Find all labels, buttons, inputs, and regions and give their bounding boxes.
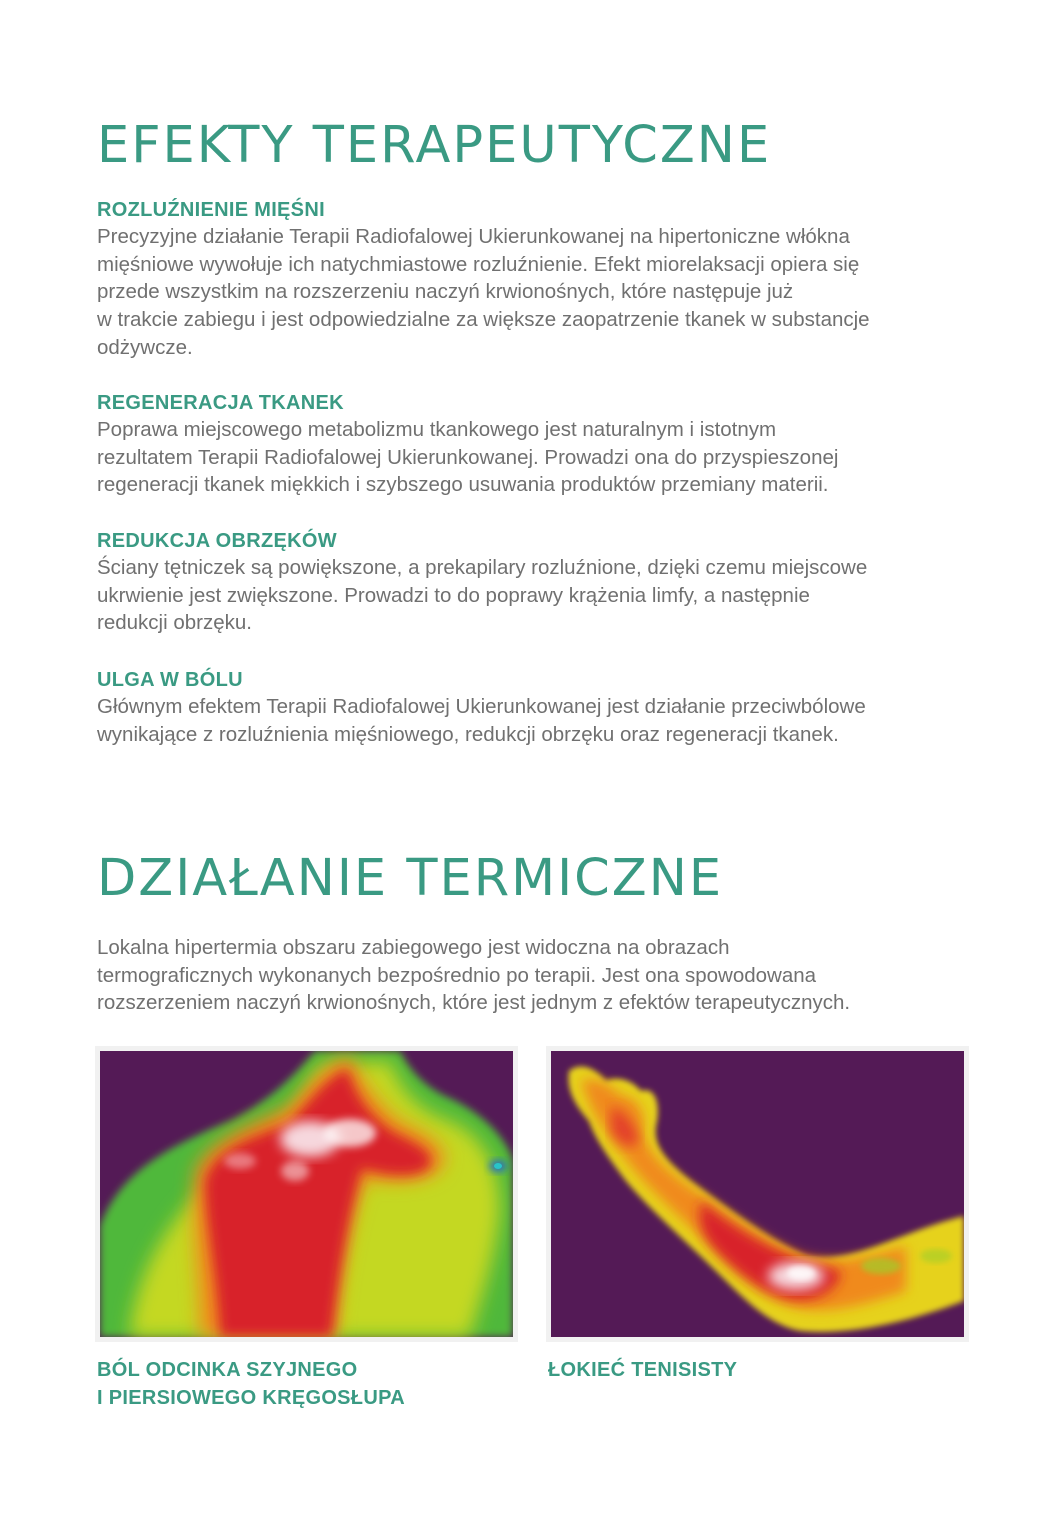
thermal-title: DZIAŁANIE TERMICZNE: [97, 849, 724, 908]
effect-heading: ROZLUŹNIENIE MIĘŚNI: [97, 199, 325, 221]
thermogram-back-caption: BÓL ODCINKA SZYJNEGO I PIERSIOWEGO KRĘGOSŁUPA: [97, 1359, 405, 1409]
thermogram-arm: [546, 1046, 969, 1342]
thermogram-back-icon: [100, 1051, 513, 1337]
thermogram-back: [95, 1046, 518, 1342]
effect-text: Ściany tętniczek są powiększone, a prekapilary rozluźnione, dzięki czemu miejscowe ukrwienie jest zwiększone. Prowadzi to do poprawy krążenia limfy, a następnie redukcji obrzęku.: [97, 556, 868, 635]
effect-heading: REDUKCJA OBRZĘKÓW: [97, 530, 337, 552]
effect-heading: ULGA W BÓLU: [97, 669, 243, 691]
effect-heading: REGENERACJA TKANEK: [97, 392, 344, 414]
thermogram-arm-icon: [551, 1051, 964, 1337]
effect-muscle-relaxation: [97, 197, 1027, 362]
effect-tissue-regeneration: [97, 390, 1027, 499]
thermogram-arm-caption: ŁOKIEĆ TENISISTY: [548, 1359, 738, 1381]
effects-title: EFEKTY TERAPEUTYCZNE: [97, 116, 772, 175]
effect-text: Poprawa miejscowego metabolizmu tkankowego jest naturalnym i istotnym rezultatem Terapii Radiofalowej Ukierunkowanej. Prowadzi ona do przyspieszonej regeneracji tkanek miękkich i szybszego usuwania produktów przemiany materii.: [97, 418, 839, 497]
effect-pain-relief: [97, 667, 1027, 748]
thermal-text: Lokalna hipertermia obszaru zabiegowego jest widoczna na obrazach termograficznych wykonanych bezpośrednio po terapii. Jest ona spowodowana rozszerzeniem naczyń krwionośnych, które jest jednym z efektów terapeutycznych.: [97, 936, 851, 1015]
effect-text: Precyzyjne działanie Terapii Radiofalowej Ukierunkowanej na hipertoniczne włókna mięśniowe wywołuje ich natychmiastowe rozluźnienie. Efekt miorelaksacji opiera się przede wszystkim na rozszerzeniu naczyń krwionośnych, które następuje już w trakcie zabiegu i jest odpowiedzialne za większe zaopatrzenie tkanek w substancje odżywcze.: [97, 225, 870, 359]
thermal-description: [97, 934, 1027, 1017]
effect-text: Głównym efektem Terapii Radiofalowej Ukierunkowanej jest działanie przeciwbólowe wynikające z rozluźnienia mięśniowego, redukcji obrzęku oraz regeneracji tkanek.: [97, 695, 866, 746]
effect-edema-reduction: [97, 528, 1027, 637]
